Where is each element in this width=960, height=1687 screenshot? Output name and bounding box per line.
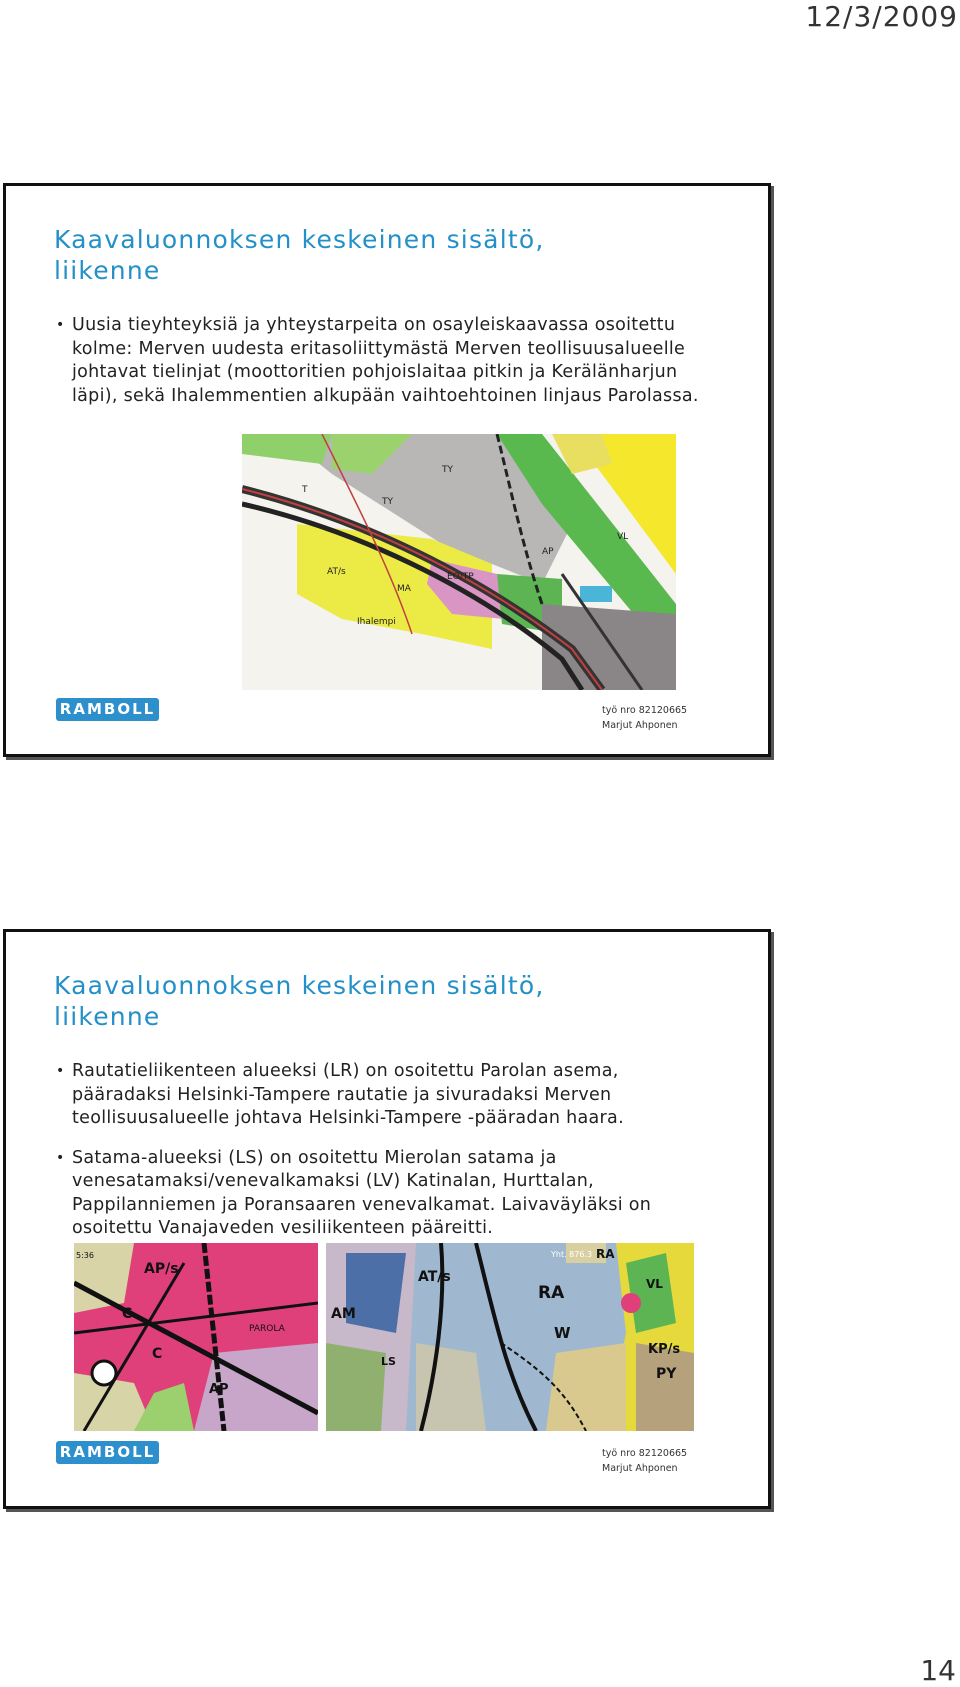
work-number: työ nro 82120665 bbox=[602, 1448, 688, 1459]
bullet-list bbox=[54, 1060, 704, 1257]
map-label: AM bbox=[331, 1306, 356, 1322]
map-label: PY bbox=[656, 1366, 677, 1382]
map-label: TY bbox=[382, 497, 393, 507]
page-date: 12/3/2009 bbox=[805, 0, 958, 33]
bullet-dot-icon: • bbox=[56, 1149, 65, 1166]
bullet-item bbox=[54, 1147, 704, 1241]
map-label: AT/s bbox=[327, 567, 346, 577]
map-label: T bbox=[302, 485, 308, 495]
work-number: työ nro 82120665 bbox=[602, 705, 688, 716]
author: Marjut Ahponen bbox=[602, 1463, 678, 1474]
map-label: W bbox=[554, 1324, 571, 1342]
map-label: C bbox=[122, 1306, 133, 1322]
map-label: EO/TP bbox=[447, 572, 474, 582]
map-label: 5:36 bbox=[76, 1251, 94, 1260]
map-label: C bbox=[152, 1346, 163, 1362]
ramboll-logo: RAMBOLL bbox=[56, 1441, 159, 1464]
map-label: MA bbox=[397, 584, 411, 594]
slide-meta bbox=[602, 1446, 687, 1476]
map-label: AP bbox=[542, 547, 554, 557]
map-label: LS bbox=[381, 1355, 396, 1368]
map-label: VL bbox=[646, 1277, 663, 1291]
map-label: KP/s bbox=[648, 1342, 681, 1357]
ramboll-logo: RAMBOLL bbox=[56, 698, 159, 721]
map-label: AP bbox=[209, 1382, 229, 1397]
map-label: Ihalempi bbox=[357, 617, 396, 627]
land-use-map bbox=[242, 434, 676, 690]
bullet-item bbox=[54, 314, 704, 408]
bullet-dot-icon: • bbox=[56, 317, 65, 333]
bullet-text: Satama-alueeksi (LS) on osoitettu Mierolan satama ja venesatamaksi/venevalkamaksi (LV) Katinalan, Hurttalan, Pappilanniemen ja Poransaaren venevalkamat. Laivaväyläksi on osoitettu Vanajaveden vesiliikenteen pääreitti. bbox=[72, 1147, 652, 1238]
map-label: RA bbox=[538, 1283, 565, 1303]
bullet-item bbox=[54, 1060, 704, 1131]
bullet-dot-icon: • bbox=[56, 1063, 65, 1079]
map-label: TY bbox=[442, 465, 453, 475]
station-area-map bbox=[74, 1243, 318, 1431]
map-label: PAROLA bbox=[249, 1324, 285, 1334]
slide-title: Kaavaluonnoksen keskeinen sisältö, liikenne bbox=[54, 225, 545, 285]
map-label: VL bbox=[617, 532, 629, 542]
slide-2 bbox=[3, 929, 771, 1509]
author: Marjut Ahponen bbox=[602, 720, 678, 731]
map-label: AP/s bbox=[144, 1261, 179, 1277]
slide-meta bbox=[602, 703, 687, 733]
page-number: 14 bbox=[920, 1654, 956, 1687]
slide-1 bbox=[3, 183, 771, 757]
harbour-area-map bbox=[326, 1243, 694, 1431]
bullet-list bbox=[54, 314, 704, 424]
map-label: RA bbox=[596, 1247, 615, 1261]
map-label: Yht. 876.3 bbox=[551, 1250, 593, 1259]
slide-title: Kaavaluonnoksen keskeinen sisältö, liikenne bbox=[54, 971, 545, 1031]
bullet-text: Rautatieliikenteen alueeksi (LR) on osoitettu Parolan asema, pääradaksi Helsinki-Tampere rautatie ja sivuradaksi Merven teollisuusalueelle johtava Helsinki-Tampere -pääradan haara. bbox=[72, 1061, 624, 1128]
map-label: AT/s bbox=[418, 1269, 451, 1285]
bullet-text: Uusia tieyhteyksiä ja yhteystarpeita on osayleiskaavassa osoitettu kolme: Merven uudesta eritasoliittymästä Merven teollisuusalueelle johtavat tielinjat (moottoritien pohjoislaitaa pitkin ja Kerälänharjun läpi), sekä Ihalemmentien alkupään vaihtoehtoinen linjaus Parolassa. bbox=[72, 315, 699, 406]
